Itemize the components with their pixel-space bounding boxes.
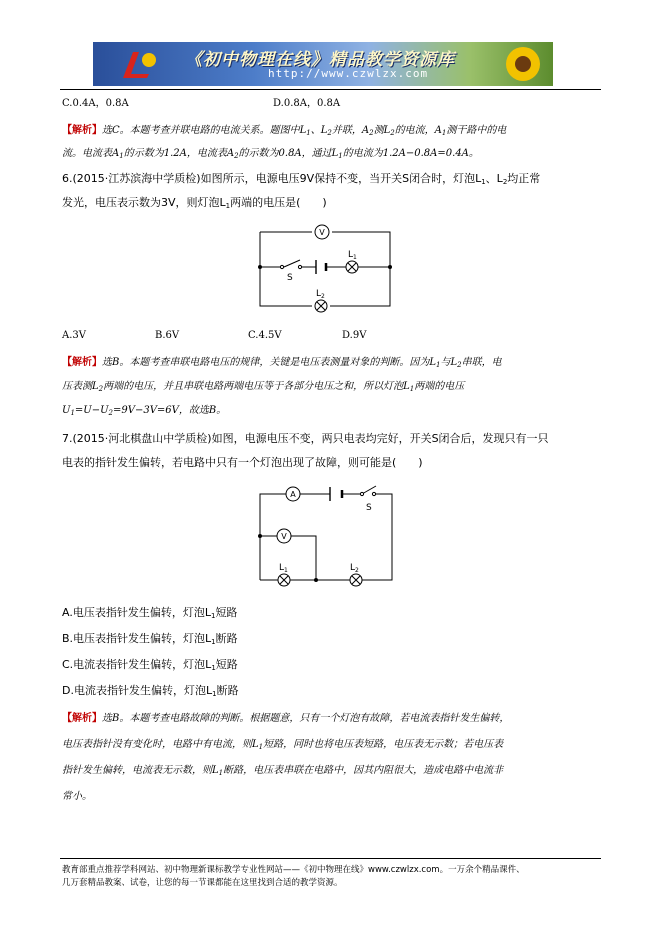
q7-option-d: D.电流表指针发生偏转，灯泡$L_1$断路 xyxy=(62,684,239,698)
q6-label-l2: $L_2$ xyxy=(316,289,325,300)
footer-line-2: 几万套精品教案、试卷，让您的每一节课都能在这里找到合适的教学资源。 xyxy=(62,878,343,888)
q7-analysis-line-3: 指针发生偏转，电流表无示数，则$L_1$断路，电压表串联在电路中，因其内阻很大，造成电路中电流非 xyxy=(62,765,504,777)
q6-analysis-line-1: 【解析】选B。本题考查串联电路电压的规律，关键是电压表测量对象的判断。因为$L_1$与$L_2$串联，电 xyxy=(62,357,502,369)
q6-circuit-diagram xyxy=(250,220,400,315)
banner-title: 《初中物理在线》精品教学资源库 xyxy=(185,50,455,70)
q6-analysis-line-3: $U_1=U-U_2=9V-3V=6V$，故选B。 xyxy=(62,405,227,417)
q7-option-b: B.电压表指针发生偏转，灯泡$L_1$断路 xyxy=(62,632,238,646)
svg-text:A: A xyxy=(290,490,296,499)
q6-option-c: C.4.5V xyxy=(248,330,282,341)
q5-analysis-line-2: 流。电流表$A_1$的示数为1.2A，电流表$A_2$的示数为0.8A，通过$L_1$的电流为1.2A−0.8A=0.4A。 xyxy=(62,148,479,160)
q7-option-c: C.电流表指针发生偏转，灯泡$L_1$短路 xyxy=(62,658,238,672)
q6-option-b: B.6V xyxy=(155,330,180,341)
q7-stem-line-2: 电表的指针发生偏转，若电路中只有一个灯泡出现了故障，则可能是( ) xyxy=(62,456,423,469)
voltmeter-icon xyxy=(315,225,329,239)
prev-option-c: C.0.4A，0.8A xyxy=(62,98,129,109)
q7-analysis-line-1: 【解析】选B。本题考查电路故障的判断。根据题意，只有一个灯泡有故障，若电流表指针发生偏转， xyxy=(62,713,510,724)
voltmeter-icon xyxy=(277,529,291,543)
q7-option-a: A.电压表指针发生偏转，灯泡$L_1$短路 xyxy=(62,606,238,620)
header-rule xyxy=(60,89,601,90)
q7-stem-line-1: 7.(2015·河北棋盘山中学质检)如图，电源电压不变，两只电表均完好，开关S闭合后，发现只有一只 xyxy=(62,432,549,445)
analysis-label: 【解析】 xyxy=(62,125,102,136)
footer-line-1: 教育部重点推荐学科网站、初中物理新课标教学专业性网站——《初中物理在线》www.czwlzx.com。一万余个精品课件、 xyxy=(62,865,525,875)
svg-text:V: V xyxy=(319,228,325,237)
q7-label-s: S xyxy=(366,503,372,513)
q6-stem-line-1: 6.(2015·江苏滨海中学质检)如图所示，电源电压9V保持不变，当开关S闭合时，灯泡$L_1$、$L_2$均正常 xyxy=(62,172,541,186)
q7-circuit-diagram xyxy=(250,480,405,590)
lamp-l1-icon xyxy=(278,574,290,586)
site-logo-icon xyxy=(119,48,159,82)
svg-text:V: V xyxy=(281,532,287,541)
q6-analysis-line-2: 压表测$L_2$两端的电压，并且串联电路两端电压等于各部分电压之和，所以灯泡$L_1$两端的电压 xyxy=(62,381,465,393)
q7-label-l1: $L_1$ xyxy=(279,563,288,574)
q6-option-d: D.9V xyxy=(342,330,367,341)
q6-label-s: S xyxy=(287,273,293,283)
q7-analysis-line-2: 电压表指针没有变化时，电路中有电流，则$L_1$短路，同时也将电压表短路，电压表无示数；若电压表 xyxy=(62,739,504,751)
q6-label-l1: $L_1$ xyxy=(348,250,357,261)
banner-url: http://www.czwlzx.com xyxy=(268,67,429,80)
header-banner xyxy=(93,42,553,86)
q6-stem-line-2: 发光，电压表示数为3V，则灯泡$L_1$两端的电压是( ) xyxy=(62,196,327,210)
lamp-l1-icon xyxy=(346,261,358,273)
q6-option-a: A.3V xyxy=(62,330,86,341)
lamp-l2-icon xyxy=(350,574,362,586)
sunflower-icon xyxy=(503,44,543,84)
q5-analysis-line-1: 【解析】选C。本题考查并联电路的电流关系。题图中$L_1$、$L_2$并联，$A_2$测$L_2$的电流，$A_1$测干路中的电 xyxy=(62,125,507,137)
lamp-l2-icon xyxy=(315,300,327,312)
ammeter-icon xyxy=(286,487,300,501)
q7-analysis-line-4: 常小。 xyxy=(62,791,92,802)
footer-rule xyxy=(60,858,601,859)
q7-label-l2: $L_2$ xyxy=(350,563,359,574)
prev-option-d: D.0.8A，0.8A xyxy=(273,98,341,109)
